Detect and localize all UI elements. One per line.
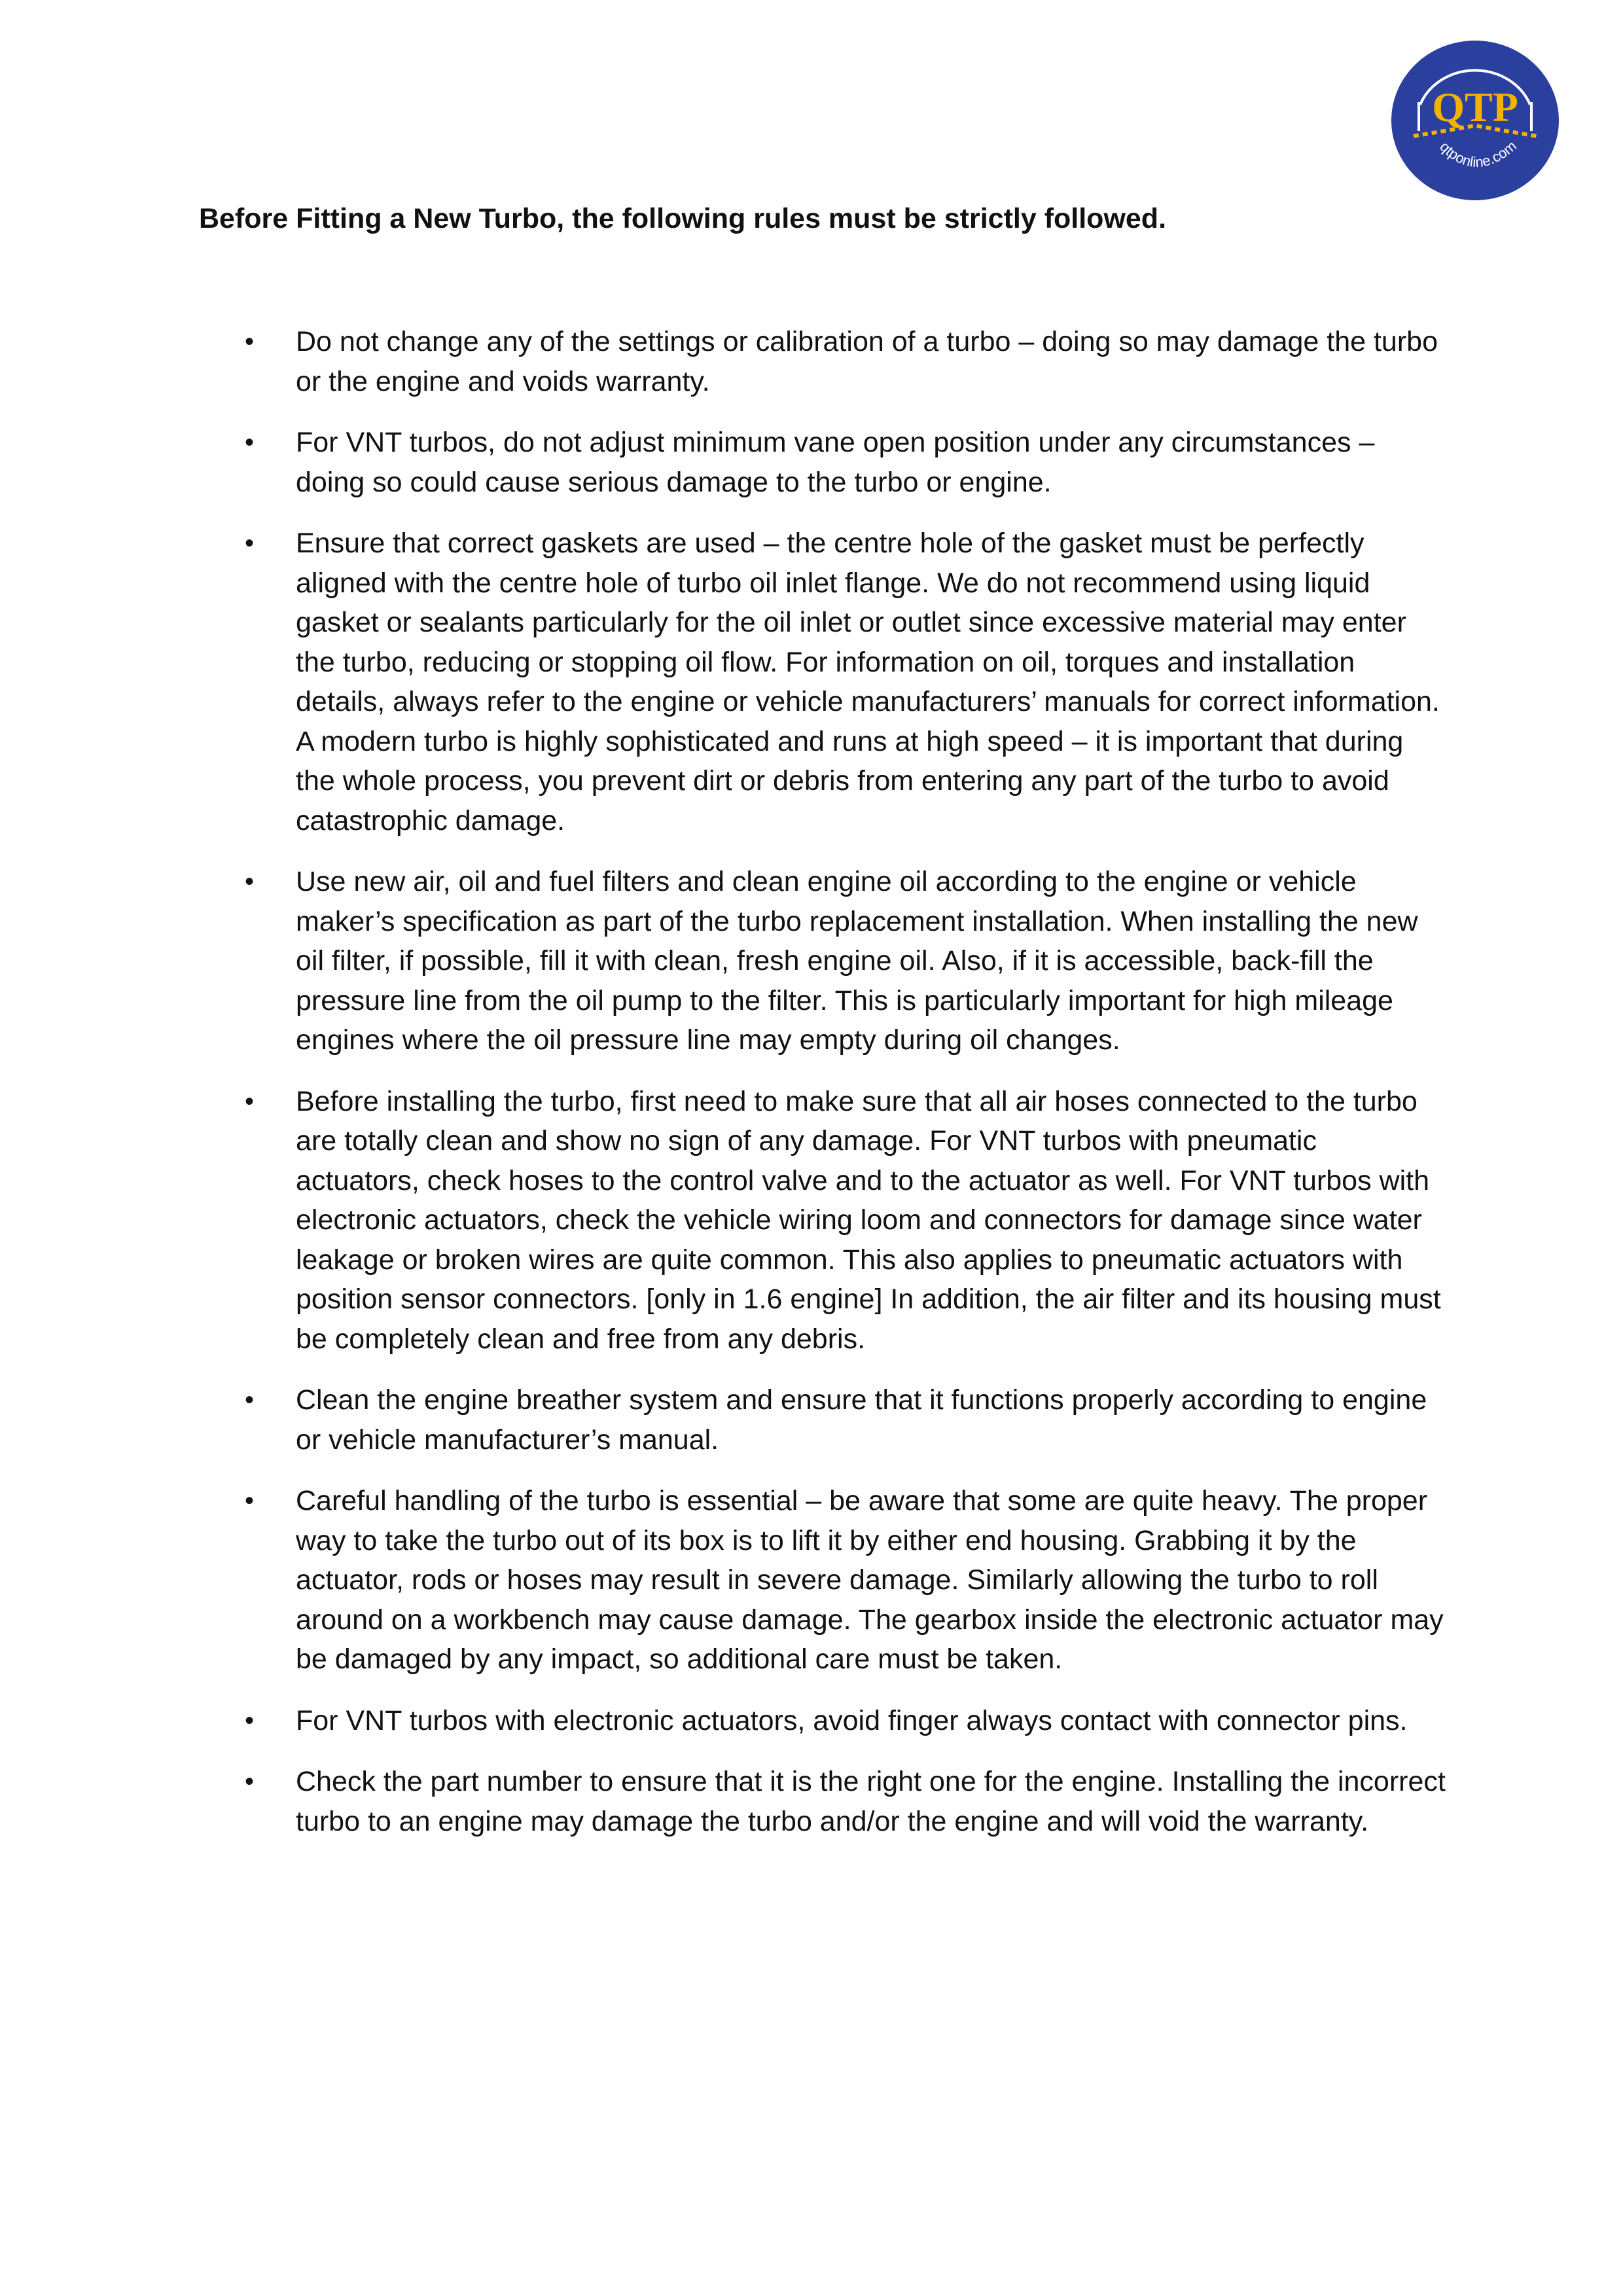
- list-item: [245, 1762, 1448, 1841]
- list-item: [245, 1701, 1448, 1741]
- rule-text: Check the part number to ensure that it is the right one for the engine. Installing the incorrect turbo to an engine may damage the turbo and/or the engine and will void the warranty.: [296, 1766, 1446, 1837]
- rule-text: Careful handling of the turbo is essential – be aware that some are quite heavy. The proper way to take the turbo out of its box is to lift it by either end housing. Grabbing it by the actuator, rods or hoses may result in severe damage. Similarly allowing the turbo to roll around on a workbench may cause damage. The gearbox inside the electronic actuator may be damaged by any impact, so additional care must be taken.: [296, 1485, 1444, 1675]
- bullet-icon: •: [245, 529, 255, 558]
- rules-list: [245, 322, 1448, 1863]
- rule-text: Before installing the turbo, first need to make sure that all air hoses connected to the turbo are totally clean and show no sign of any damage. For VNT turbos with pneumatic actuators, check hoses to the control valve and to the actuator as well. For VNT turbos with electronic actuators, check the vehicle wiring loom and connectors for damage since water leakage or broken wires are quite common. This also applies to pneumatic actuators with position sensor connectors. [only in 1.6 engine] In addition, the air filter and its housing must be completely clean and free from any debris.: [296, 1085, 1441, 1355]
- qtp-logo-icon: [1390, 39, 1560, 202]
- rule-text: Ensure that correct gaskets are used – the centre hole of the gasket must be perfectly aligned with the centre hole of turbo oil inlet flange. We do not recommend using liquid gasket or sealants particularly for the oil inlet or outlet since excessive material may enter the turbo, reducing or stopping oil flow. For information on oil, torques and installation details, always refer to the engine or vehicle manufacturers’ manuals for correct information. A modern turbo is highly sophisticated and runs at high speed – it is important that during the whole process, you prevent dirt or debris from entering any part of the turbo to avoid catastrophic damage.: [296, 528, 1440, 836]
- rule-text: For VNT turbos, do not adjust minimum vane open position under any circumstances – doing so could cause serious damage to the turbo or engine.: [296, 427, 1375, 498]
- page-heading: Before Fitting a New Turbo, the following rules must be strictly followed.: [199, 203, 1167, 234]
- bullet-icon: •: [245, 1706, 255, 1735]
- list-item: [245, 862, 1448, 1060]
- rule-text: Do not change any of the settings or calibration of a turbo – doing so may damage the turbo or the engine and voids warranty.: [296, 326, 1438, 397]
- list-item: [245, 1481, 1448, 1679]
- list-item: [245, 322, 1448, 401]
- bullet-icon: •: [245, 1086, 255, 1116]
- bullet-icon: •: [245, 1386, 255, 1414]
- bullet-icon: •: [245, 1767, 255, 1796]
- bullet-icon: •: [245, 428, 255, 457]
- rule-text: Clean the engine breather system and ensure that it functions properly according to engine or vehicle manufacturer’s manual.: [296, 1384, 1427, 1456]
- list-item: [245, 423, 1448, 502]
- list-item: [245, 1082, 1448, 1359]
- logo-website-path: qtponline.com: [1436, 137, 1520, 171]
- list-item: [245, 524, 1448, 840]
- bullet-icon: •: [245, 867, 255, 896]
- bullet-icon: •: [245, 1486, 255, 1515]
- rule-text: Use new air, oil and fuel filters and clean engine oil according to the engine or vehicle maker’s specification as part of the turbo replacement installation. When installing the new oil filter, if possible, fill it with clean, fresh engine oil. Also, if it is accessible, back-fill the pressure line from the oil pump to the filter. This is particularly important for high mileage engines where the oil pressure line may empty during oil changes.: [296, 866, 1418, 1056]
- qtp-logo: [1390, 39, 1560, 202]
- rule-text: For VNT turbos with electronic actuators, avoid finger always contact with connector pins.: [296, 1704, 1408, 1736]
- bullet-icon: •: [245, 327, 255, 356]
- list-item: [245, 1380, 1448, 1460]
- logo-brand-text: QTP: [1432, 84, 1518, 130]
